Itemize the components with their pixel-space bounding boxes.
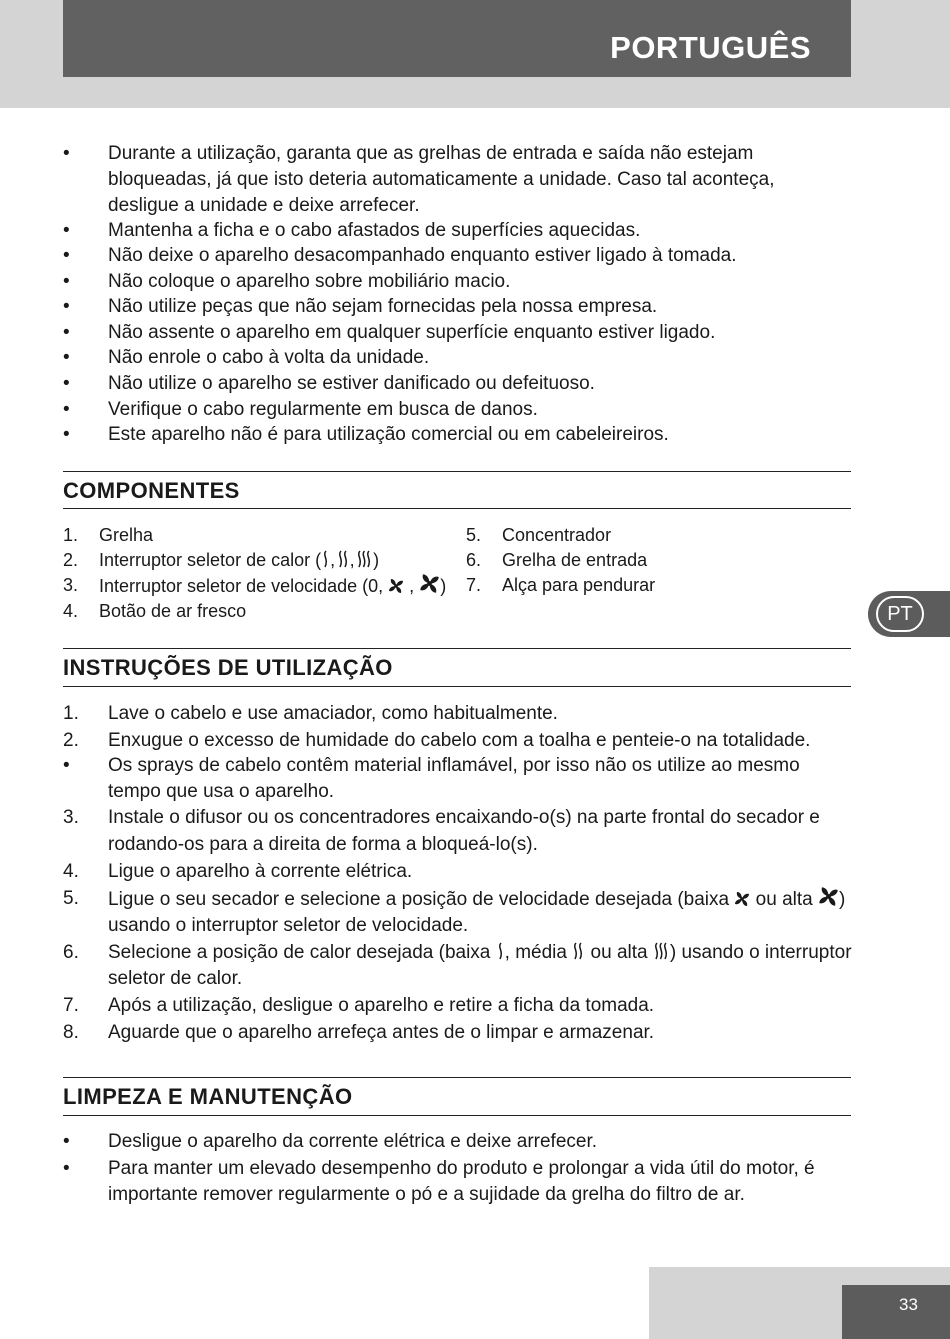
component-label-text: Interruptor seletor de calor ( <box>99 550 322 570</box>
component-label-close: ) <box>373 550 380 570</box>
list-item-line: Verifique o cabo regularmente em busca de danos. <box>108 399 538 420</box>
component-label-heat-switch: Interruptor seletor de calor ( , , ) <box>99 550 380 570</box>
component-number: 7. <box>466 575 482 595</box>
step-number: 3. <box>63 807 79 828</box>
component-label-text: Interruptor seletor de velocidade (0, <box>99 576 389 596</box>
component-label-close: ) <box>440 576 447 596</box>
fan-high-icon <box>818 886 839 907</box>
step-number: 8. <box>63 1022 79 1043</box>
section-rule-top <box>63 648 851 649</box>
step-line: Aguarde que o aparelho arrefeça antes de o limpar e armazenar. <box>108 1022 655 1043</box>
component-label: Botão de ar fresco <box>99 601 247 621</box>
step-text: , média <box>504 942 573 963</box>
heat-medium-icon <box>337 550 350 568</box>
list-item-line: desligue a unidade e deixe arrefecer. <box>108 195 420 216</box>
list-item-line: Não deixe o aparelho desacompanhado enquanto estiver ligado à tomada. <box>108 245 737 266</box>
list-item-line: Para manter um elevado desempenho do produto e prolongar a vida útil do motor, é <box>108 1158 815 1179</box>
list-item-line: Mantenha a ficha e o cabo afastados de superfícies aquecidas. <box>108 220 641 241</box>
component-number: 5. <box>466 525 482 545</box>
page-number-box <box>842 1285 950 1339</box>
step-line-heat <box>108 940 852 966</box>
component-label: Grelha <box>99 525 154 545</box>
component-label: Alça para pendurar <box>502 575 656 595</box>
step-number: • <box>63 755 70 776</box>
bullet-marker: • <box>63 373 70 394</box>
component-number: 1. <box>63 525 79 545</box>
bullet-marker: • <box>63 399 70 420</box>
bullet-marker: • <box>63 220 70 241</box>
fan-low-icon <box>734 891 750 907</box>
step-text: Ligue o seu secador e selecione a posição de velocidade desejada (baixa <box>108 889 735 910</box>
title-bar <box>63 0 851 77</box>
component-number: 3. <box>63 575 79 595</box>
component-label: Grelha de entrada <box>502 550 648 570</box>
step-line: Instale o difusor ou os concentradores encaixando-o(s) na parte frontal do secador e <box>108 807 820 828</box>
bullet-marker: • <box>63 296 70 317</box>
step-number: 1. <box>63 703 79 724</box>
step-number: 7. <box>63 995 79 1016</box>
bullet-marker: • <box>63 143 70 164</box>
heat-high-icon <box>653 942 670 960</box>
step-line-speed <box>108 886 845 913</box>
bullet-marker: • <box>63 245 70 266</box>
step-number: 6. <box>63 942 79 963</box>
list-item-line: Não assente o aparelho em qualquer superfície enquanto estiver ligado. <box>108 322 716 343</box>
section-title-cleaning: LIMPEZA E MANUTENÇÃO <box>63 1084 353 1109</box>
step-line: tempo que usa o aparelho. <box>108 781 335 802</box>
fan-high-icon <box>419 573 440 594</box>
language-tab <box>868 591 950 637</box>
bullet-marker: • <box>63 322 70 343</box>
list-item-line: Não coloque o aparelho sobre mobiliário macio. <box>108 271 511 292</box>
list-item-line: bloqueadas, já que isto deteria automaticamente a unidade. Caso tal aconteça, <box>108 169 775 190</box>
language-badge: PT <box>876 596 924 632</box>
section-rule-top <box>63 471 851 472</box>
list-item-line: Não utilize o aparelho se estiver danificado ou defeituoso. <box>108 373 595 394</box>
component-number: 2. <box>63 550 79 570</box>
step-line: Após a utilização, desligue o aparelho e retire a ficha da tomada. <box>108 995 655 1016</box>
component-number: 6. <box>466 550 482 570</box>
list-item-line: Não enrole o cabo à volta da unidade. <box>108 347 430 368</box>
step-line: Os sprays de cabelo contêm material inflamável, por isso não os utilize ao mesmo <box>108 755 800 776</box>
list-item-line: Desligue o aparelho da corrente elétrica e deixe arrefecer. <box>108 1131 598 1152</box>
component-label-speed-switch <box>99 573 446 599</box>
heat-medium-icon <box>572 942 585 960</box>
section-rule-top <box>63 1077 851 1078</box>
list-item-line: Não utilize peças que não sejam fornecidas pela nossa empresa. <box>108 296 658 317</box>
bullet-marker: • <box>63 424 70 445</box>
step-line: Enxugue o excesso de humidade do cabelo com a toalha e penteie-o na totalidade. <box>108 730 811 751</box>
step-text: ) <box>839 889 846 910</box>
step-line: Lave o cabelo e use amaciador, como habitualmente. <box>108 703 558 724</box>
step-line: seletor de calor. <box>108 968 243 989</box>
bullet-marker: • <box>63 271 70 292</box>
step-text: ou alta <box>585 942 653 963</box>
section-title-components: COMPONENTES <box>63 478 240 503</box>
heat-low-icon <box>321 550 330 568</box>
bullet-marker: • <box>63 1131 70 1152</box>
bullet-marker: • <box>63 1158 70 1179</box>
step-line: Ligue o aparelho à corrente elétrica. <box>108 861 413 882</box>
list-item-line: Durante a utilização, garanta que as grelhas de entrada e saída não estejam <box>108 143 754 164</box>
heat-high-icon <box>356 550 373 568</box>
section-rule-bottom <box>63 686 851 687</box>
step-text: ) usando o interruptor <box>669 942 852 963</box>
list-item-line: importante remover regularmente o pó e a sujidade da grelha do filtro de ar. <box>108 1184 745 1205</box>
step-line: rodando-os para a direita de forma a bloqueá-lo(s). <box>108 834 538 855</box>
step-number: 4. <box>63 861 79 882</box>
section-rule-bottom <box>63 508 851 509</box>
component-label: Concentrador <box>502 525 612 545</box>
section-rule-bottom <box>63 1115 851 1116</box>
component-label-separator: , <box>404 576 420 596</box>
component-number: 4. <box>63 601 79 621</box>
step-text: Selecione a posição de calor desejada (baixa <box>108 942 496 963</box>
step-number: 5. <box>63 888 79 909</box>
section-title-instructions: INSTRUÇÕES DE UTILIZAÇÃO <box>63 655 393 680</box>
list-item-line: Este aparelho não é para utilização comercial ou em cabeleireiros. <box>108 424 669 445</box>
page-number: 33 <box>899 1295 918 1314</box>
step-number: 2. <box>63 730 79 751</box>
page-title: PORTUGUÊS <box>610 30 811 65</box>
step-text: ou alta <box>750 889 818 910</box>
step-line: usando o interruptor seletor de velocidade. <box>108 915 469 936</box>
heat-low-icon <box>496 942 505 960</box>
bullet-marker: • <box>63 347 70 368</box>
fan-low-icon <box>388 578 404 594</box>
